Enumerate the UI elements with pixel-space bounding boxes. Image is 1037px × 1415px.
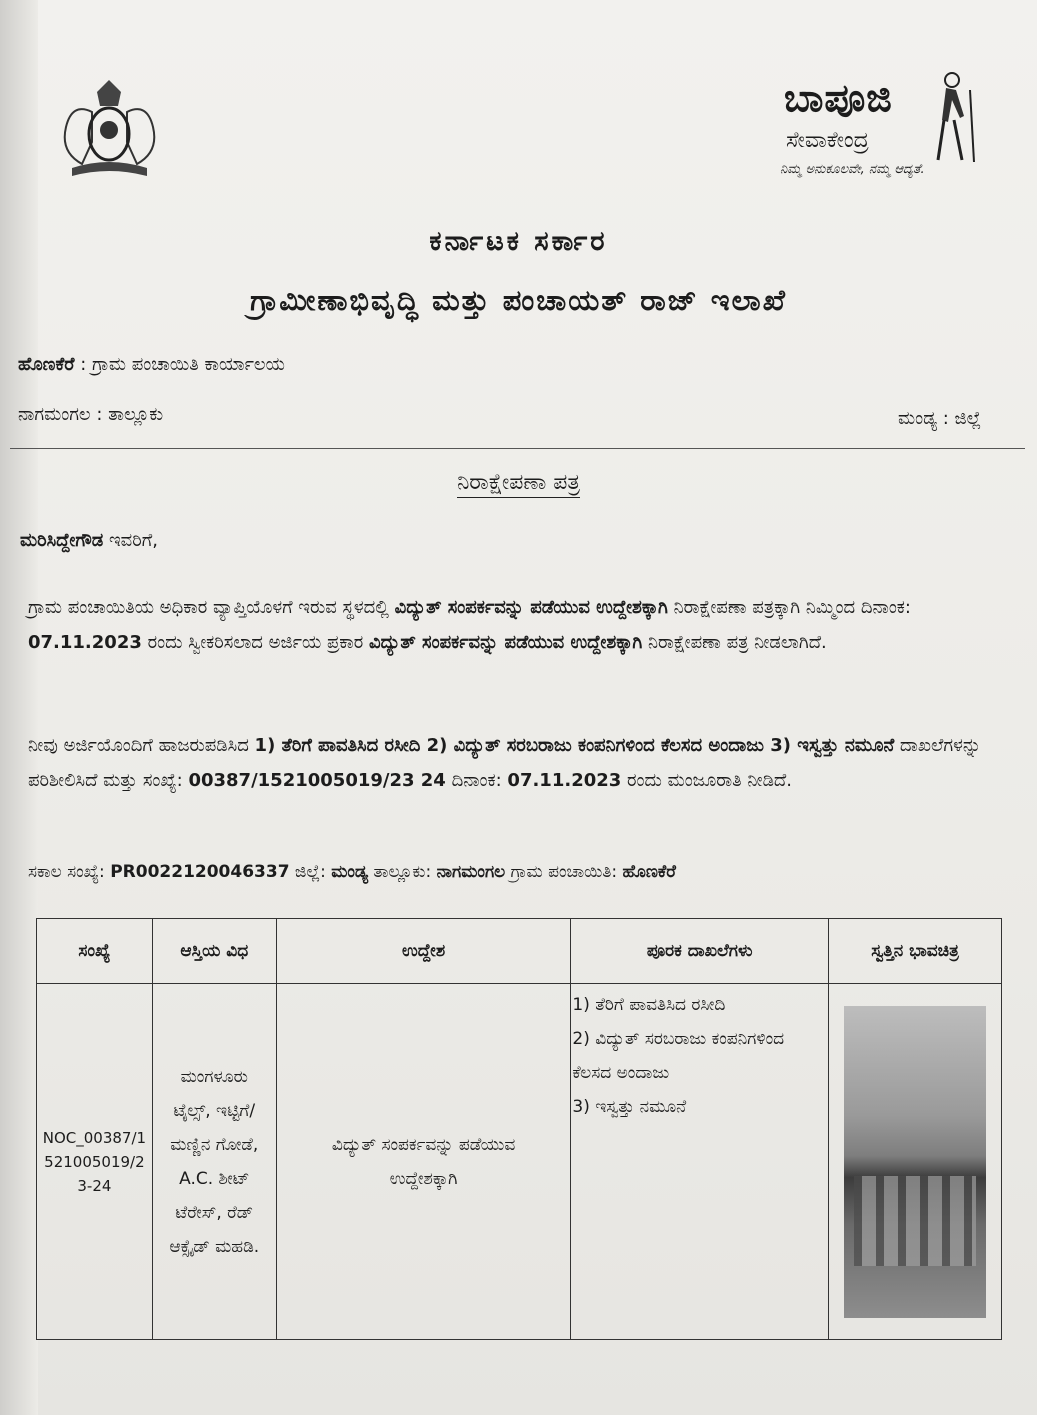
documents-cell [571,984,829,1340]
table-header-row [37,919,1002,984]
recipient-line: ಮರಿಸಿದ್ದೇಗೌಡ ಇವರಿಗೆ, [20,530,158,551]
table-row [37,984,1002,1340]
col-header-purpose: ಉದ್ದೇಶ [276,919,571,984]
logo-tagline: ನಿಮ್ಮ ಅನುಕೂಲವೇ, ನಮ್ಮ ಆದ್ಯತೆ. [780,162,925,177]
sakala-info-line: ಸಕಾಲ ಸಂಖ್ಯೆ: PR0022120046337 ಜಿಲ್ಲೆ: ಮಂಡ್ಯ ತಾಲ್ಲೂಕು: ನಾಗಮಂಗಲ ಗ್ರಾಮ ಪಂಚಾಯಿತಿ: ಹೊಣಕೆರೆ [28,862,676,882]
noc-details-table [36,918,1002,1340]
paper-fold-shadow [0,0,38,1415]
sakala-number: PR0022120046337 [110,862,290,882]
property-photo-cell [829,984,1002,1340]
col-header-property-type: ಆಸ್ತಿಯ ವಿಧ [152,919,276,984]
paragraph-1: ಗ್ರಾಮ ಪಂಚಾಯಿತಿಯ ಅಧಿಕಾರ ವ್ಯಾಪ್ತಿಯೊಳಗೆ ಇರುವ ಸ್ಥಳದಲ್ಲಿ ವಿದ್ಯುತ್ ಸಂಪರ್ಕವನ್ನು ಪಡೆಯುವ ಉದ್ದೇಶಕ್ಕಾಗಿ ನಿರಾಕ್ಷೇಪಣಾ ಪತ್ರಕ್ಕಾಗಿ ನಿಮ್ಮಿಂದ ದಿನಾಂಕ: 07.11.2023 ರಂದು ಸ್ವೀಕರಿಸಲಾದ ಅರ್ಜಿಯ ಪ್ರಕಾರ ವಿದ್ಯುತ್ ಸಂಪರ್ಕವನ್ನು ಪಡೆಯುವ ಉದ್ದೇಶಕ್ಕಾಗಿ ನಿರಾಕ್ಷೇಪಣಾ ಪತ್ರ ನೀಡಲಾಗಿದೆ. [28,597,911,653]
department-title: ಗ್ರಾಮೀಣಾಭಿವೃದ್ಧಿ ಮತ್ತು ಪಂಚಾಯತ್ ರಾಜ್ ಇಲಾಖೆ [250,283,787,317]
document-item: 3) ಇಸ್ವತ್ತು ನಮೂನೆ [572,1097,687,1117]
col-header-property-photo: ಸ್ವತ್ತಿನ ಭಾವಚಿತ್ರ [829,919,1002,984]
logo-subtitle: ಸೇವಾಕೇಂದ್ರ [786,128,869,153]
gandhi-figure-icon [918,70,988,166]
property-type-cell: ಮಂಗಳೂರು ಟೈಲ್ಸ್, ಇಟ್ಟಿಗೆ/ ಮಣ್ಣಿನ ಗೋಡೆ, A.C. ಶೀಟ್ ಟೆರೇಸ್, ರೆಡ್ ಆಕ್ಸೈಡ್ ಮಹಡಿ. [152,984,276,1340]
bapuji-seva-kendra-logo [778,70,988,185]
karnataka-emblem-icon [52,72,167,180]
panchayat-office-label: : ಗ್ರಾಮ ಪಂಚಾಯಿತಿ ಕಾರ್ಯಾಲಯ [74,354,285,375]
approval-date: 07.11.2023 [507,770,622,791]
application-date: 07.11.2023 [28,632,142,653]
panchayat-name: ಹೊಣಕೆರೆ [18,354,75,375]
government-title: ಕರ್ನಾಟಕ ಸರ್ಕಾರ [429,226,608,257]
taluk-line: ನಾಗಮಂಗಲ : ತಾಲ್ಲೂಕು [18,404,164,425]
property-photo [844,1006,986,1318]
subject-heading: ನಿರಾಕ್ಷೇಪಣಾ ಪತ್ರ [0,470,1037,495]
panchayat-office-line [18,354,285,375]
district-line: ಮಂಡ್ಯ : ಜಿಲ್ಲೆ [898,408,982,429]
noc-number-cell: NOC_00387/1521005019/23-24 [37,984,153,1340]
logo-title: ಬಾಪೂಜಿ [784,76,893,120]
document-item: 2) ವಿದ್ಯುತ್ ಸರಬರಾಜು ಕಂಪನಿಗಳಿಂದ ಕೆಲಸದ ಅಂದಾಜು [572,1029,785,1083]
recipient-name: ಮರಿಸಿದ್ದೇಗೌಡ [20,530,104,551]
header-divider [10,448,1025,449]
col-header-number: ಸಂಖ್ಯೆ [37,919,153,984]
approval-number: 00387/1521005019/23 24 [188,770,446,791]
paragraph-2: ನೀವು ಅರ್ಜಿಯೊಂದಿಗೆ ಹಾಜರುಪಡಿಸಿದ 1) ತೆರಿಗೆ ಪಾವತಿಸಿದ ರಸೀದಿ 2) ವಿದ್ಯುತ್ ಸರಬರಾಜು ಕಂಪನಿಗಳಿಂದ ಕೆಲಸದ ಅಂದಾಜು 3) ಇಸ್ವತ್ತು ನಮೂನೆ ದಾಖಲೆಗಳನ್ನು ಪರಿಶೀಲಿಸಿದೆ ಮತ್ತು ಸಂಖ್ಯೆ: 00387/1521005019/23 24 ದಿನಾಂಕ: 07.11.2023 ರಂದು ಮಂಜೂರಾತಿ ನೀಡಿದೆ. [28,735,982,791]
col-header-documents: ಪೂರಕ ದಾಖಲೆಗಳು [571,919,829,984]
purpose-cell: ವಿದ್ಯುತ್ ಸಂಪರ್ಕವನ್ನು ಪಡೆಯುವ ಉದ್ದೇಶಕ್ಕಾಗಿ [276,984,571,1340]
document-item: 1) ತೆರಿಗೆ ಪಾವತಿಸಿದ ರಸೀದಿ [572,995,726,1015]
